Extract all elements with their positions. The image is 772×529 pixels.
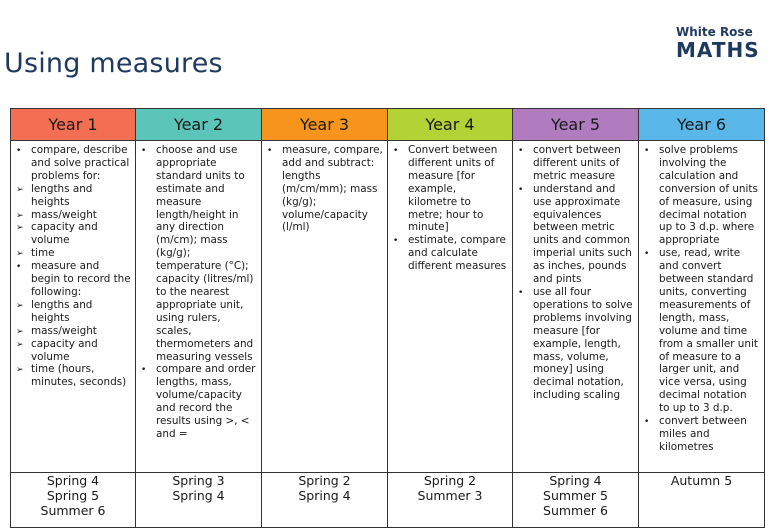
year-1-header: Year 1 [11,109,136,141]
objective-text: mass/weight [31,324,97,337]
objective-text: compare and order lengths, mass, volume/capacity and record the results using >, < and = [156,363,256,440]
term-label: Spring 3 [172,473,225,488]
objective-text: measure, compare, add and subtract: lengths (m/cm/mm); mass (kg/g); volume/capacity (l/ml) [282,144,383,234]
term-label: Summer 6 [543,503,608,518]
curriculum-table [10,108,765,528]
objective-item [15,247,131,260]
objective-item [643,247,760,415]
year-3-header: Year 3 [262,109,388,141]
objective-text: lengths and heights [31,298,93,324]
page-title: Using measures [4,48,223,79]
objective-item [643,415,760,454]
objective-item [15,299,131,325]
objective-text: choose and use appropriate standard units to estimate and measure length/height in any direction (m/cm); mass (kg/g); temperature (°C); capacity (litres/ml) to the nearest appropriate unit, using rulers, scales, thermometers and measuring vessels [156,144,254,363]
year-2-terms [136,473,262,528]
bullet-icon [518,286,532,300]
objective-item [392,144,508,234]
arrow-bullet-icon [16,299,30,313]
bullet-icon [644,247,658,261]
term-label: Spring 4 [46,473,100,488]
objective-text: use all four operations to solve problems involving measure [for example, length, mass, volume, money] using decimal notation, including scaling [533,285,633,402]
term-label: Summer 3 [417,488,483,503]
arrow-bullet-icon [16,209,30,223]
bullet-icon [644,144,658,158]
bullet-icon [141,363,155,377]
arrow-bullet-icon [16,338,30,352]
bullet-icon [518,183,532,197]
year-3-content [262,141,388,473]
term-label: Summer 5 [543,488,608,503]
year-5-objectives [517,144,634,402]
objective-text: time (hours, minutes, seconds) [31,363,127,389]
objective-text: estimate, compare and calculate different measures [408,234,507,273]
year-5-header: Year 5 [513,109,639,141]
arrow-bullet-icon [16,247,30,261]
year-6-objectives [643,144,760,454]
objective-item [15,183,131,209]
header-row [11,109,765,141]
terms-row [11,473,765,528]
objective-text: compare, describe and solve practical problems for: [31,144,130,182]
term-label: Spring 5 [46,488,100,503]
year-4-content [388,141,513,473]
objective-text: solve problems involving the calculation and conversion of units of measure, using decimal notation up to 3 d.p. where appropriate [659,144,758,247]
term-label: Spring 4 [298,488,351,503]
year-4-header: Year 4 [388,109,513,141]
objective-text: lengths and heights [31,182,93,208]
year-3-objectives [266,144,383,234]
year-5-terms [513,473,639,528]
arrow-bullet-icon [16,183,30,197]
objective-item [140,144,257,363]
term-label: Spring 2 [423,473,477,488]
objective-item [15,325,131,338]
content-row [11,141,765,473]
objective-item [266,144,383,234]
objective-text: capacity and volume [31,221,98,247]
objective-text: measure and begin to record the following: [31,260,131,298]
year-3-terms [262,473,388,528]
objective-item [15,260,131,299]
term-label: Spring 4 [549,473,602,488]
objective-text: use, read, write and convert between standard units, converting measurements of length, mass, volume and time from a smaller unit of measure to a larger unit, and vice versa, using decimal notation to up to 3 d.p. [659,247,758,415]
objective-text: time [31,247,55,260]
bullet-icon [141,144,155,158]
year-2-objectives [140,144,257,441]
objective-text: mass/weight [31,208,97,221]
objective-item [15,338,131,364]
objective-item [517,183,634,286]
objective-text: convert between miles and kilometres [659,415,747,453]
year-6-terms [639,473,765,528]
objective-text: Convert between different units of measure [for example, kilometre to metre; hour to minute] [408,144,498,234]
year-1-terms [11,473,136,528]
year-6-header: Year 6 [639,109,765,141]
term-label: Spring 4 [172,488,225,503]
objective-text: capacity and volume [31,337,98,363]
objective-item [517,286,634,402]
arrow-bullet-icon [16,363,30,377]
bullet-icon [16,260,30,274]
logo-bottom-text: MATHS [676,38,760,62]
arrow-bullet-icon [16,325,30,339]
objective-item [15,144,131,183]
bullet-icon [518,144,532,158]
objective-text: understand and use approximate equivalences between metric units and common imperial units such as inches, pounds and pints [533,182,632,286]
objective-item [15,221,131,247]
white-rose-maths-logo [676,26,768,66]
objective-item [140,363,257,440]
term-label: Autumn 5 [670,473,733,488]
objective-item [15,209,131,222]
logo-top-text: White Rose [676,25,753,39]
objective-text: convert between different units of metric measure [533,144,621,182]
objective-item [643,144,760,247]
year-1-content [11,141,136,473]
bullet-icon [644,415,658,429]
term-label: Summer 6 [40,503,106,518]
bullet-icon [393,144,407,158]
objective-item [15,363,131,389]
objective-item [517,144,634,183]
objective-item [392,234,508,273]
year-2-header: Year 2 [136,109,262,141]
bullet-icon [267,144,281,158]
year-4-objectives [392,144,508,273]
year-2-content [136,141,262,473]
bullet-icon [16,144,30,158]
year-4-terms [388,473,513,528]
year-1-objectives [15,144,131,389]
term-label: Spring 2 [298,473,351,488]
year-5-content [513,141,639,473]
year-6-content [639,141,765,473]
bullet-icon [393,234,407,248]
arrow-bullet-icon [16,221,30,235]
